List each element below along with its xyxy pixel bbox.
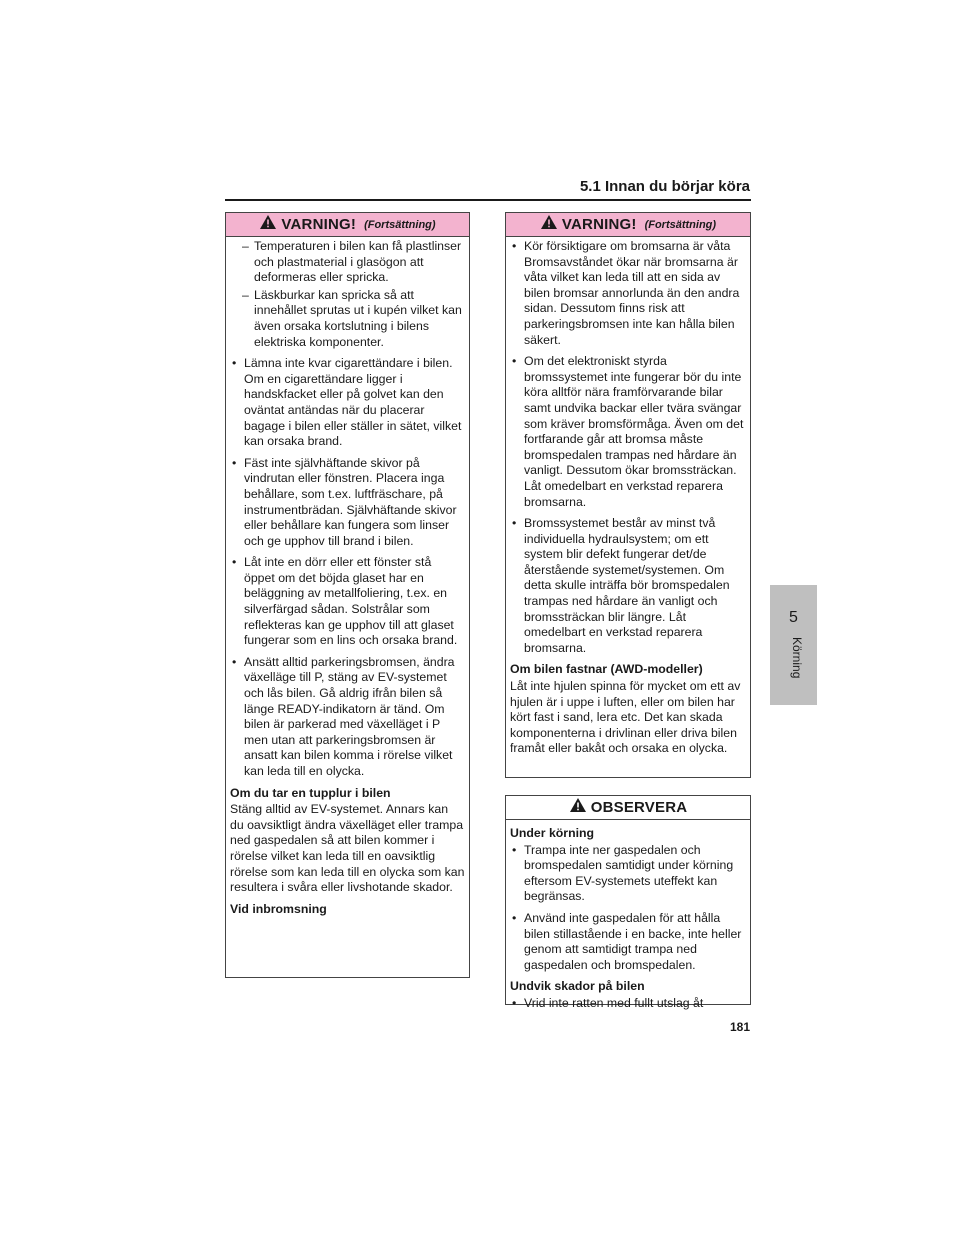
subheading: Vid inbromsning <box>230 901 327 916</box>
chapter-number: 5 <box>789 609 798 626</box>
bullet-item: • Vrid inte ratten med fullt utslag åt <box>510 996 746 1012</box>
bullet-item: • Använd inte gaspedalen för att hålla bilen stillastående i en backe, inte heller genom att samtidigt trampa ned gaspedalen och bromspedalen. <box>510 911 746 973</box>
warning-title: VARNING! <box>561 216 637 233</box>
warning-subtitle: (Fortsättning) <box>644 218 717 231</box>
notice-box-content <box>506 820 750 1012</box>
chapter-label: Körning <box>790 637 804 679</box>
dash-item: – Läskburkar kan spricka så att innehållet sprutas ut i kupén vilket kan även orsaka kortslutning i bilens elektriska komponenter. <box>230 288 465 350</box>
bullet-item: • Lämna inte kvar cigarettändare i bilen. Om en cigarettändare ligger i handskfacket eller på golvet kan den oväntat antändas när du placerar bagage i bilen eller ställer in sätet, vilket kan orsaka brand. <box>230 356 465 450</box>
notice-icon <box>569 797 587 818</box>
warning-triangle-icon <box>540 214 558 235</box>
warning-box-left-content <box>226 237 469 917</box>
warning-box-right <box>505 212 751 778</box>
header-rule <box>225 199 751 201</box>
warning-box-left-header <box>226 213 469 237</box>
subheading: Under körning <box>510 826 595 840</box>
section-header: 5.1 Innan du börjar köra <box>579 178 750 195</box>
bullet-item: • Trampa inte ner gaspedalen och bromspedalen samtidigt under körning eftersom EV-systemets uteffekt kan begränsas. <box>510 843 746 905</box>
bullet-item: • Låt inte en dörr eller ett fönster stå öppet om det böjda glaset har en beläggning av metallfoliering, t.ex. en silverfärgad sådan. Solstrålar som reflekteras kan ge upphov till att glaset fungerar som en lins och orsaka brand. <box>230 555 465 649</box>
paragraph: Stäng alltid av EV-systemet. Annars kan du oavsiktligt ändra växelläget eller trampa ned gaspedalen så att bilen kommer i rörelse vilket kan leda till en oavsiktlig rörelse som kan leda till en olycka som kan resultera i svåra eller livshotande skador. <box>230 802 465 895</box>
subheading: Om du tar en tupplur i bilen <box>230 785 391 800</box>
subheading: Om bilen fastnar (AWD-modeller) <box>510 662 703 677</box>
warning-box-right-content <box>506 237 750 757</box>
subheading: Undvik skador på bilen <box>510 979 645 994</box>
bullet-item: • Bromssystemet består av minst två individuella hydraulsystem; om ett system blir defekt fungerar det/de återstående systemet/systemen. Om detta skulle inträffa bör bromspedalen trampas ned hårdare än vanligt och bromssträckan blir längre. Låt omedelbart en verkstad reparera bromsarna. <box>510 516 746 656</box>
notice-box <box>505 795 751 1010</box>
notice-box-header <box>506 796 750 820</box>
dash-item: – Temperaturen i bilen kan få plastlinser och plastmaterial i glasögon att deformeras eller spricka. <box>230 239 465 286</box>
page-number: 181 <box>729 1020 750 1034</box>
warning-title: VARNING! <box>281 216 357 233</box>
warning-box-left <box>225 212 470 978</box>
paragraph: Låt inte hjulen spinna för mycket om ett av hjulen är i uppe i luften, eller om bilen har kört fast i sand, lera etc. Det kan skada komponenterna i drivlinan eller driva bilen framåt eller bakåt och orsaka en olycka. <box>510 679 741 756</box>
bullet-item: • Fäst inte självhäftande skivor på vindrutan eller fönstren. Placera inga behållare, som t.ex. luftfräschare, på instrumentbrädan. Självhäftande skivor eller behållare kan fungera som linser och ge upphov till brand i bilen. <box>230 456 465 550</box>
bullet-item: • Ansätt alltid parkeringsbromsen, ändra växelläge till P, stäng av EV-systemet och lås bilen. Gå aldrig ifrån bilen så länge READY-indikatorn är tänd. Om bilen är parkerad med växelläget i P men utan att parkeringsbromsen är ansatt kan bilen komma i rörelse vilket kan leda till en olycka. <box>230 655 465 780</box>
warning-subtitle: (Fortsättning) <box>364 218 436 231</box>
bullet-item: • Om det elektroniskt styrda bromssystemet inte fungerar bör du inte köra alltför nära framförvarande bilar samt undvika backar eller tvära svängar som kräver bromsförmåga. Även om det fortfarande går att bromsa måste bromspedalen trampas ned hårdare än vanligt. Dessutom ökar bromssträckan. Låt omedelbart en verkstad reparera bromsarna. <box>510 354 746 510</box>
warning-box-right-header <box>506 213 750 237</box>
bullet-item: • Kör försiktigare om bromsarna är våta Bromsavståndet ökar när bromsarna är våta vilket kan leda till att en sida av bilen bromsar annorlunda än den andra sidan. Dessutom finns risk att parkeringsbromsen inte kan hålla bilen säkert. <box>510 239 746 348</box>
warning-triangle-icon <box>259 214 277 235</box>
notice-title: OBSERVERA <box>590 799 688 816</box>
chapter-tab <box>770 585 817 705</box>
